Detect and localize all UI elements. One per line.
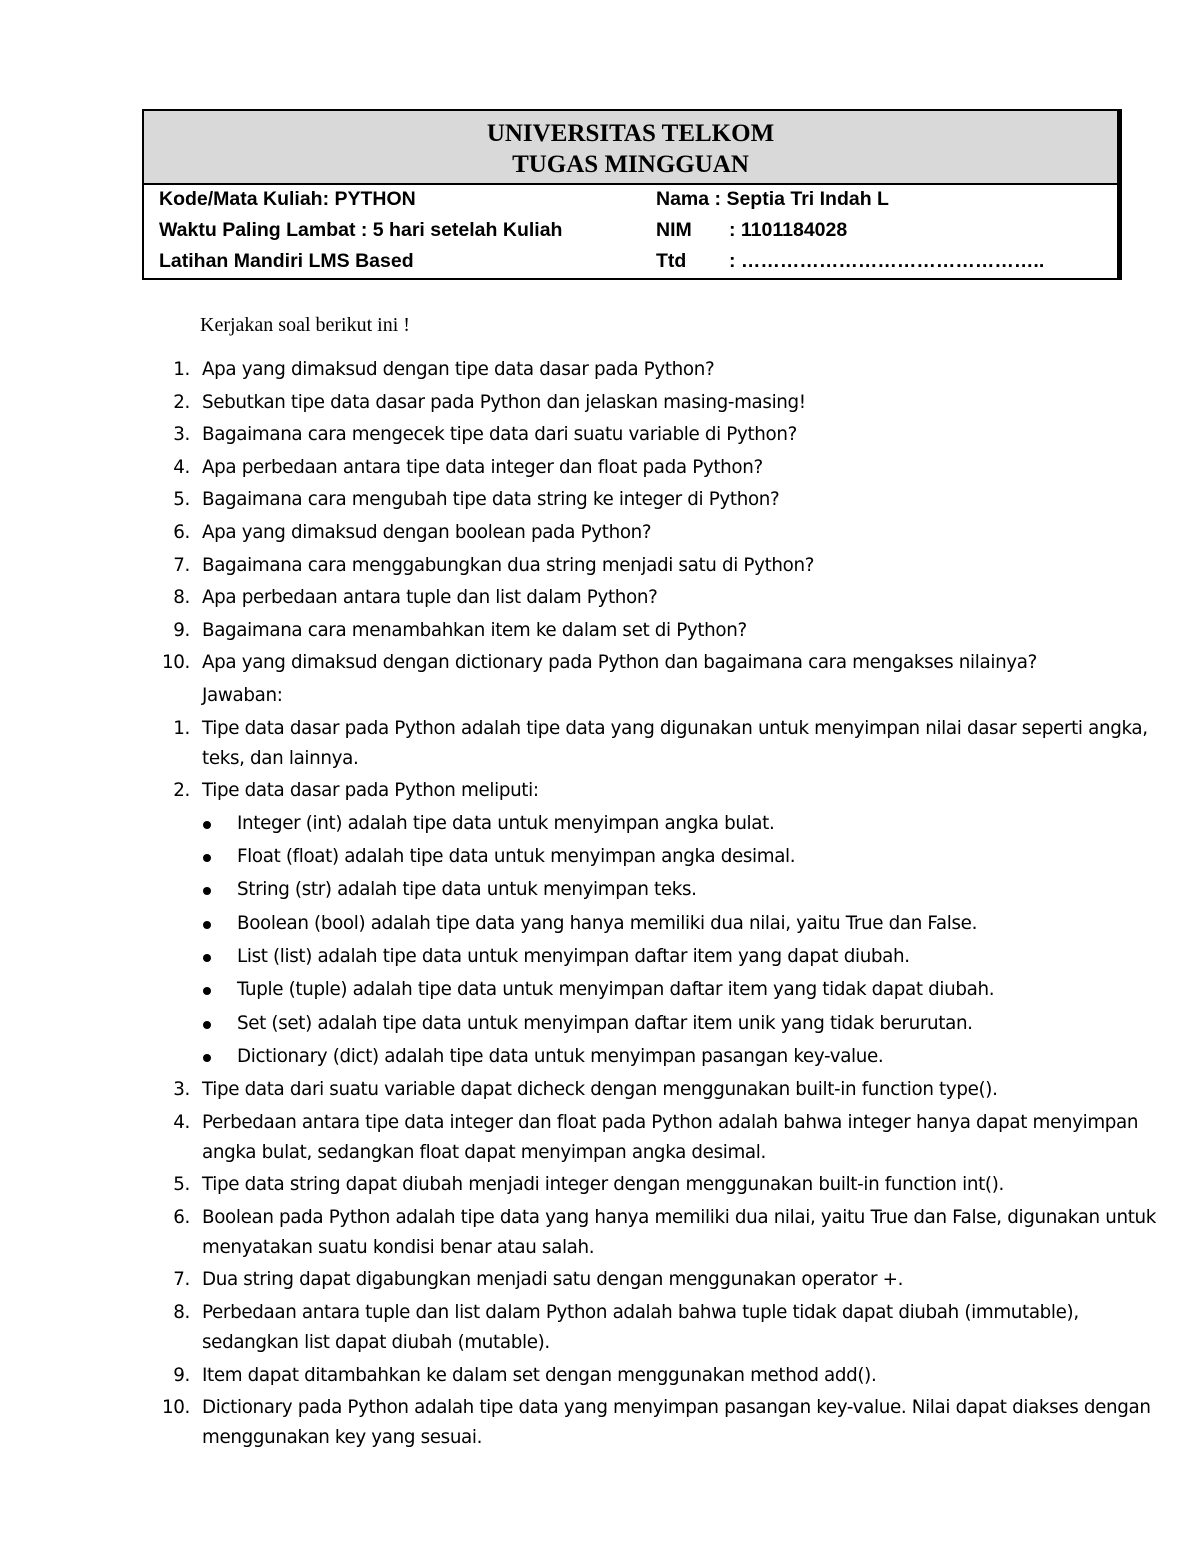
bullet-text: Set (set) adalah tipe data untuk menyimpan daftar item unik yang tidak berurutan.	[237, 1012, 973, 1034]
bullet-text: String (str) adalah tipe data untuk menyimpan teks.	[237, 879, 697, 901]
answer-number: 10.	[161, 1397, 190, 1419]
question-text: Bagaimana cara mengecek tipe data dari suatu variable di Python?	[202, 424, 797, 446]
question-text: Apa perbedaan antara tipe data integer dan float pada Python?	[202, 456, 763, 478]
exercise-field: Latihan Mandiri LMS Based	[159, 250, 414, 272]
bullet-text: List (list) adalah tipe data untuk menyimpan daftar item yang dapat diubah.	[237, 945, 910, 967]
question-list	[0, 355, 1200, 678]
question-item	[0, 648, 1200, 678]
bullet-icon	[203, 821, 211, 829]
bullet-text: Integer (int) adalah tipe data untuk menyimpan angka bulat.	[237, 812, 775, 834]
nim-value: : 1101184028	[729, 219, 848, 241]
question-number: 8.	[173, 587, 190, 609]
answer-list	[0, 714, 1200, 1454]
bullet-text: Float (float) adalah tipe data untuk menyimpan angka desimal.	[237, 846, 796, 868]
info-row-1	[144, 188, 1117, 218]
answer-item	[0, 1075, 1200, 1105]
answer-text: Dua string dapat digabungkan menjadi satu dengan menggunakan operator +.	[202, 1269, 904, 1291]
answer-number: 5.	[173, 1174, 190, 1196]
deadline-field: Waktu Paling Lambat : 5 hari setelah Kuliah	[159, 219, 563, 241]
question-number: 3.	[173, 424, 190, 446]
question-text: Apa yang dimaksud dengan tipe data dasar pada Python?	[202, 359, 715, 380]
question-number: 7.	[173, 554, 190, 576]
answer-item	[0, 776, 1200, 806]
answer-text: Tipe data dasar pada Python meliputi:	[202, 780, 539, 802]
answer-text: Tipe data string dapat diubah menjadi integer dengan menggunakan built-in function int().	[202, 1174, 1004, 1196]
bullet-icon	[203, 987, 211, 995]
bullet-icon	[203, 854, 211, 862]
student-name-field: Nama : Septia Tri Indah L	[656, 188, 889, 210]
ttd-value: : ………………………………………..	[729, 250, 1045, 272]
answer-text: Tipe data dari suatu variable dapat dicheck dengan menggunakan built-in function type().	[202, 1079, 998, 1101]
answer-text: Perbedaan antara tipe data integer dan float pada Python adalah bahwa integer hanya dapat menyimpan angka bulat, sedangkan float dapat menyimpan angka desimal.	[202, 1111, 1139, 1163]
answer-number: 7.	[173, 1269, 190, 1291]
answer-item	[0, 1265, 1200, 1295]
instruction-text: Kerjakan soal berikut ini !	[200, 314, 410, 336]
bullet-item	[0, 909, 1200, 939]
bullet-icon	[203, 887, 211, 895]
answer-number: 4.	[173, 1111, 190, 1133]
bullet-item	[0, 942, 1200, 972]
question-item	[0, 485, 1200, 515]
answer-item	[0, 1203, 1200, 1263]
answer-item	[0, 1298, 1200, 1358]
answer-number: 8.	[173, 1302, 190, 1324]
data-type-bullet-list	[0, 809, 1200, 1072]
assignment-type-title: TUGAS MINGGUAN	[512, 151, 749, 178]
answer-number: 1.	[173, 717, 190, 739]
course-field: Kode/Mata Kuliah: PYTHON	[159, 188, 416, 210]
bullet-item	[0, 809, 1200, 839]
answer-text: Boolean pada Python adalah tipe data yang hanya memiliki dua nilai, yaitu True dan False, digunakan untuk menyatakan suatu kondisi benar atau salah.	[202, 1206, 1157, 1258]
answer-item	[0, 1170, 1200, 1200]
bullet-icon	[203, 1021, 211, 1029]
question-text: Apa perbedaan antara tuple dan list dalam Python?	[202, 587, 658, 609]
question-text: Bagaimana cara menambahkan item ke dalam set di Python?	[202, 619, 747, 641]
answers-label: Jawaban:	[202, 684, 283, 706]
question-number: 2.	[173, 391, 190, 413]
question-number: 5.	[173, 489, 190, 511]
answer-item	[0, 1393, 1200, 1453]
answer-text: Tipe data dasar pada Python adalah tipe data yang digunakan untuk menyimpan nilai dasar seperti angka, teks, dan lainnya.	[202, 717, 1148, 769]
bullet-icon	[203, 921, 211, 929]
answer-number: 2.	[173, 780, 190, 802]
answer-number: 3.	[173, 1079, 190, 1101]
question-text: Apa yang dimaksud dengan dictionary pada Python dan bagaimana cara mengakses nilainya?	[202, 652, 1037, 674]
question-item	[0, 453, 1200, 483]
answer-number: 9.	[173, 1364, 190, 1386]
document-body	[0, 355, 1200, 1456]
answer-text: Item dapat ditambahkan ke dalam set dengan menggunakan method add().	[202, 1364, 877, 1386]
bullet-icon	[203, 1054, 211, 1062]
question-item	[0, 616, 1200, 646]
question-text: Apa yang dimaksud dengan boolean pada Python?	[202, 521, 652, 543]
question-number: 1.	[173, 359, 190, 380]
bullet-item	[0, 875, 1200, 905]
question-number: 4.	[173, 456, 190, 478]
info-row-3	[144, 250, 1117, 280]
bullet-text: Dictionary (dict) adalah tipe data untuk menyimpan pasangan key-value.	[237, 1045, 884, 1067]
question-item	[0, 551, 1200, 581]
question-item	[0, 420, 1200, 450]
question-number: 10.	[161, 652, 190, 674]
question-item	[0, 518, 1200, 548]
question-item	[0, 355, 1200, 385]
answer-item	[0, 1361, 1200, 1391]
bullet-item	[0, 1009, 1200, 1039]
question-text: Sebutkan tipe data dasar pada Python dan jelaskan masing-masing!	[202, 391, 806, 413]
header-title-area	[144, 111, 1117, 185]
question-item	[0, 388, 1200, 418]
question-number: 6.	[173, 521, 190, 543]
answer-text: Dictionary pada Python adalah tipe data yang menyimpan pasangan key-value. Nilai dapat diakses dengan menggunakan key yang sesuai.	[202, 1397, 1151, 1449]
nim-label: NIM	[656, 219, 692, 241]
answer-item	[0, 1108, 1200, 1168]
assignment-header-box	[142, 109, 1122, 280]
answer-item	[0, 714, 1200, 774]
answer-text: Perbedaan antara tuple dan list dalam Python adalah bahwa tuple tidak dapat diubah (immutable), sedangkan list dapat diubah (mutable).	[202, 1302, 1079, 1354]
ttd-label: Ttd	[656, 250, 687, 272]
answer-number: 6.	[173, 1206, 190, 1228]
question-text: Bagaimana cara menggabungkan dua string menjadi satu di Python?	[202, 554, 815, 576]
question-number: 9.	[173, 619, 190, 641]
bullet-icon	[203, 954, 211, 962]
bullet-item	[0, 975, 1200, 1005]
header-info	[144, 185, 1117, 278]
question-text: Bagaimana cara mengubah tipe data string ke integer di Python?	[202, 489, 780, 511]
info-row-2	[144, 219, 1117, 249]
bullet-item	[0, 842, 1200, 872]
question-item	[0, 583, 1200, 613]
bullet-text: Tuple (tuple) adalah tipe data untuk menyimpan daftar item yang tidak dapat diubah.	[237, 979, 995, 1001]
bullet-item	[0, 1042, 1200, 1072]
university-title: UNIVERSITAS TELKOM	[486, 120, 775, 147]
bullet-text: Boolean (bool) adalah tipe data yang hanya memiliki dua nilai, yaitu True dan False.	[237, 912, 978, 934]
